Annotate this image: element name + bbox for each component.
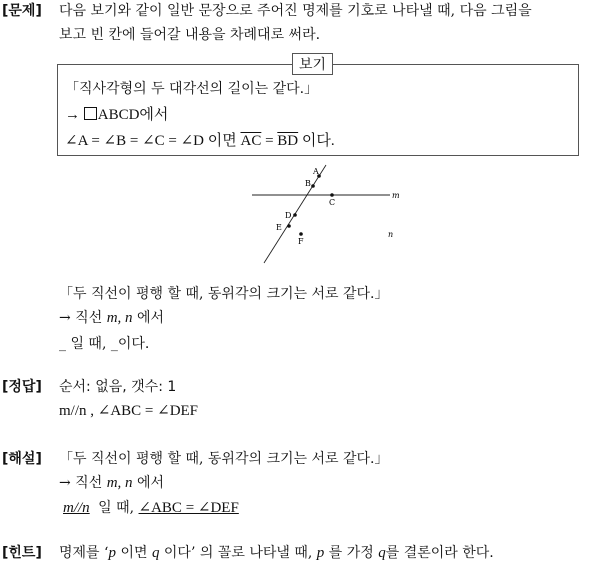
square-symbol: [84, 107, 97, 120]
if-word: 이면: [207, 133, 237, 149]
answer-line2: m//n , ∠ABC = ∠DEF: [59, 403, 199, 419]
statement-line2-post: 에서: [136, 310, 165, 326]
hint-mid2: 를 가정: [328, 545, 374, 561]
hint-pre: 명제를 ‘: [59, 545, 109, 561]
point-f: [299, 232, 303, 236]
segment-ac: $\overline{AC}$: [240, 133, 262, 149]
example-line2: [65, 103, 168, 124]
point-d: [293, 213, 297, 217]
answer-tag: [정답]: [2, 379, 42, 395]
explanation-line1: 「두 직선이 평행 할 때, 동위각의 크기는 서로 같다.」: [59, 451, 389, 467]
label-b: B: [305, 179, 311, 188]
explanation-tag: [해설]: [2, 451, 42, 467]
hint-text: [59, 542, 494, 562]
example-box-label: 보기: [292, 53, 333, 75]
label-n: n: [388, 230, 394, 239]
example-line1: 「직사각형의 두 대각선의 길이는 같다.」: [65, 81, 319, 97]
explanation-answer-1: m//n: [63, 500, 90, 516]
statement-line2: [59, 307, 164, 327]
segment-bd: $\overline{BD}$: [277, 133, 299, 149]
label-d: D: [285, 211, 292, 220]
statement-line2-pre: → 직선: [59, 310, 103, 326]
explanation-answer-2: ∠ABC = ∠DEF: [138, 500, 239, 516]
angles-equal: ∠A = ∠B = ∠C = ∠D: [65, 133, 204, 149]
example-line3: [65, 129, 335, 150]
hint-p1: p: [108, 545, 116, 561]
statement-line1: 「두 직선이 평행 할 때, 동위각의 크기는 서로 같다.」: [59, 286, 389, 302]
label-c: C: [329, 198, 336, 207]
explanation-line2: [59, 472, 164, 492]
point-b: [311, 184, 315, 188]
hint-q1: q: [151, 545, 160, 561]
problem-text-line2: 보고 빈 칸에 들어갈 내용을 차례대로 써라.: [59, 27, 321, 43]
hint-end: 를 결론이라 한다.: [385, 545, 494, 561]
label-m: m: [392, 191, 400, 200]
statement-line3: _ 일 때, _이다.: [59, 336, 150, 352]
arrow-symbol: →: [65, 107, 80, 123]
problem-text-line1: 다음 보기와 같이 일반 문장으로 주어진 명제를 기호로 나타낼 때, 다음 그림을: [59, 3, 532, 19]
hint-p2: p: [316, 545, 325, 561]
explanation-line3-mid: 일 때,: [98, 500, 135, 516]
example-line2-text: ABCD에서: [97, 107, 169, 123]
point-c: [330, 193, 334, 197]
equals-sign: =: [265, 133, 274, 149]
geometry-figure: [240, 160, 410, 270]
hint-mid: 이다’ 의 꼴로 나타낼 때,: [163, 545, 313, 561]
explanation-line2-pre: → 직선: [59, 475, 103, 491]
label-e: E: [276, 223, 282, 232]
label-f: F: [298, 237, 304, 246]
explanation-line2-vars: m, n: [106, 475, 133, 491]
problem-tag: [문제]: [2, 3, 42, 19]
explanation-line2-post: 에서: [136, 475, 165, 491]
label-a: A: [313, 167, 319, 176]
answer-line1: 순서: 없음, 갯수: 1: [59, 379, 177, 395]
statement-line2-vars: m, n: [106, 310, 133, 326]
hint-tag: [힌트]: [2, 545, 42, 561]
example-line3-end: 이다.: [301, 133, 335, 149]
hint-if: 이면: [120, 545, 148, 561]
hint-q2: q: [378, 545, 386, 561]
explanation-line3: [59, 497, 239, 517]
point-e: [287, 224, 291, 228]
